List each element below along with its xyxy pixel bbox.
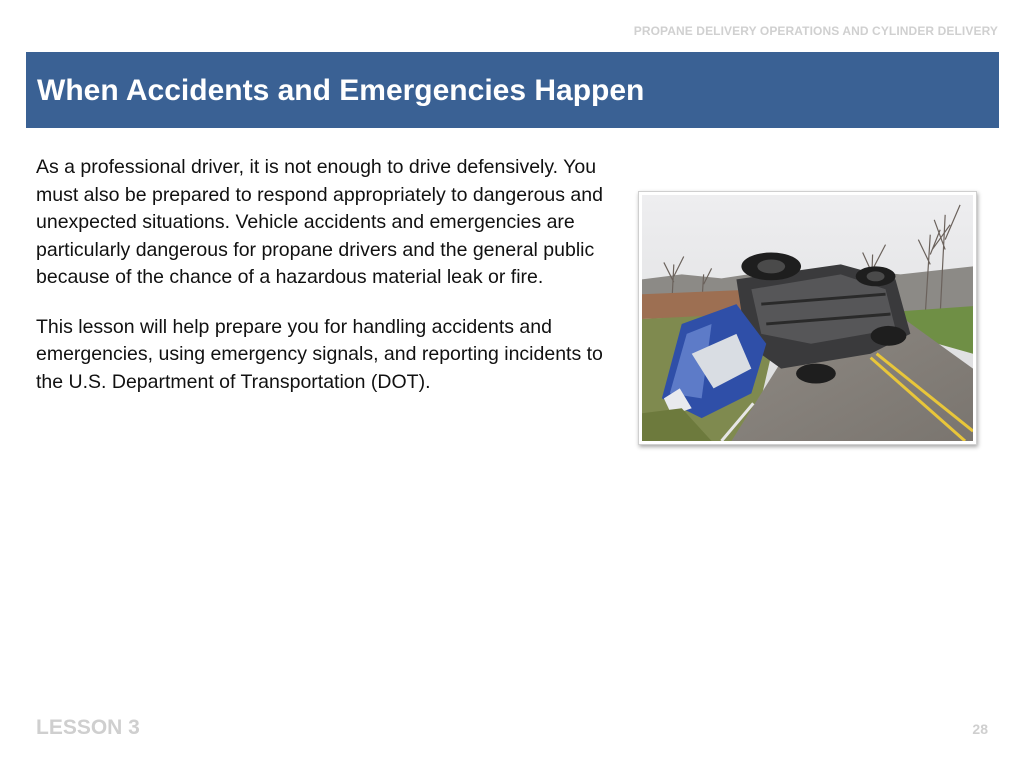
body-paragraph-2: This lesson will help prepare you for handling accidents and emergencies, using emergency signals, and reporting incidents to the U.S. Department of Transportation (DOT). bbox=[36, 315, 603, 393]
overturned-truck-illustration bbox=[642, 195, 973, 441]
page-number: 28 bbox=[972, 721, 988, 737]
overturned-truck-photo bbox=[638, 191, 977, 445]
title-bar bbox=[26, 52, 999, 128]
lesson-label: LESSON 3 bbox=[36, 716, 140, 739]
slide-title: When Accidents and Emergencies Happen bbox=[37, 74, 645, 107]
body-paragraph-1: As a professional driver, it is not enough to drive defensively. You must also be prepared to respond appropriately to dangerous and unexpected situations. Vehicle accidents and emergencies are particularly dangerous for propane drivers and the general public because of the chance of a hazardous material leak or fire. bbox=[36, 156, 603, 288]
slide-body bbox=[36, 154, 611, 418]
course-title: PROPANE DELIVERY OPERATIONS AND CYLINDER DELIVERY bbox=[633, 24, 998, 38]
